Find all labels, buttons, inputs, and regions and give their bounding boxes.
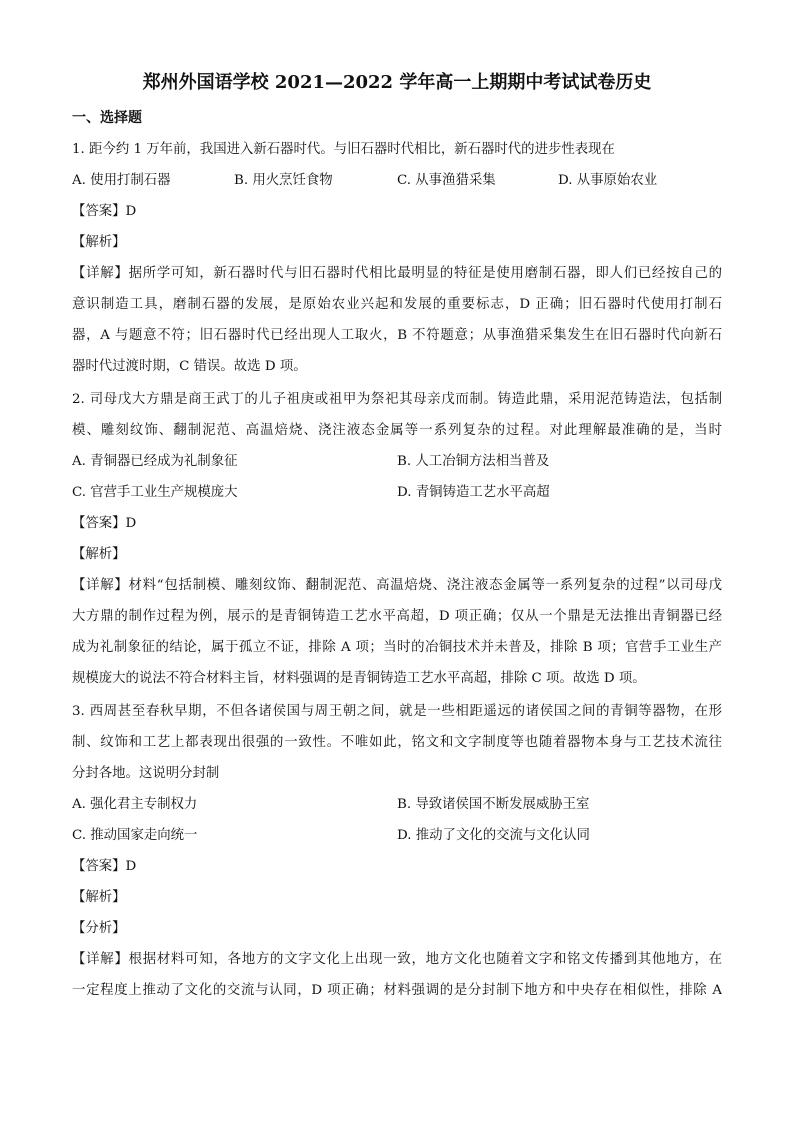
q3-answer: 【答案】D <box>72 859 137 874</box>
q2-detail-line: 【详解】材料“包括制模、雕刻纹饰、翻制泥范、高温焙烧、浇注液态金属等一系列复杂的过程”以司母戊 <box>72 578 722 593</box>
q2-option-c: C. 官营手工业生产规模庞大 <box>72 485 238 500</box>
q2-detail-line: 大方鼎的制作过程为例，展示的是青铜铸造工艺水平高超，D 项正确；仅从一个鼎是无法推出青铜器已经 <box>72 609 722 624</box>
question-3-stem: 分封各地。这说明分封制 <box>72 766 220 781</box>
q2-detail-line: 规模庞大的说法不符合材料主旨，材料强调的是青铜铸造工艺水平高超，排除 C 项。故选 D 项。 <box>72 671 646 686</box>
question-2-stem: 2. 司母戊大方鼎是商王武丁的儿子祖庚或祖甲为祭祀其母亲戊而制。铸造此鼎，采用泥范铸造法，包括制 <box>72 392 722 407</box>
q1-option-d: D. 从事原始农业 <box>558 173 658 188</box>
section-heading: 一、选择题 <box>72 110 142 126</box>
q2-answer: 【答案】D <box>72 516 137 531</box>
q1-option-c: C. 从事渔猎采集 <box>397 173 496 188</box>
q3-option-d: D. 推动了文化的交流与文化认同 <box>397 828 590 843</box>
q3-analysis-label: 【解析】 <box>72 890 126 905</box>
q3-option-a: A. 强化君主专制权力 <box>72 797 198 812</box>
q2-option-b: B. 人工冶铜方法相当普及 <box>397 454 550 469</box>
question-1-stem: 1. 距今约 1 万年前，我国进入新石器时代。与旧石器时代相比，新石器时代的进步性表现在 <box>72 142 615 157</box>
q1-analysis-label: 【解析】 <box>72 235 126 250</box>
q3-option-b: B. 导致诸侯国不断发展威胁王室 <box>397 797 590 812</box>
q1-answer: 【答案】D <box>72 204 137 219</box>
q1-option-b: B. 用火烹饪食物 <box>234 173 333 188</box>
question-2-stem: 模、雕刻纹饰、翻制泥范、高温焙烧、浇注液态金属等一系列复杂的过程。对此理解最准确的是，当时 <box>72 423 722 438</box>
q2-option-d: D. 青铜铸造工艺水平高超 <box>397 485 550 500</box>
q3-detail-line: 一定程度上推动了文化的交流与认同，D 项正确；材料强调的是分封制下地方和中央存在相似性，排除 A <box>72 983 722 998</box>
page-title: 郑州外国语学校 2021—2022 学年高一上期期中考试试卷历史 <box>142 72 652 93</box>
q1-detail-line: 器，A 与题意不符；旧石器时代已经出现人工取火，B 不符题意；从事渔猎采集发生在旧石器时代向新石 <box>72 328 722 343</box>
q1-detail-line: 意识制造工具，磨制石器的发展，是原始农业兴起和发展的重要标志，D 正确；旧石器时代使用打制石 <box>72 297 722 312</box>
q1-detail-line: 器时代过渡时期，C 错误。故选 D 项。 <box>72 359 307 374</box>
q1-option-a: A. 使用打制石器 <box>72 173 171 188</box>
q1-detail-line: 【详解】据所学可知，新石器时代与旧石器时代相比最明显的特征是使用磨制石器，即人们已经按自己的 <box>72 266 722 281</box>
q2-analysis-label: 【解析】 <box>72 547 126 562</box>
question-3-stem: 3. 西周甚至春秋早期，不但各诸侯国与周王朝之间，就是一些相距遥远的诸侯国之间的青铜等器物，在形 <box>72 704 722 719</box>
q3-option-c: C. 推动国家走向统一 <box>72 828 198 843</box>
q3-analysis-sub-label: 【分析】 <box>72 921 126 936</box>
q2-detail-line: 成为礼制象征的结论，属于孤立不证，排除 A 项；当时的冶铜技术并未普及，排除 B 项；官营手工业生产 <box>72 640 722 655</box>
q3-detail-line: 【详解】根据材料可知，各地方的文字文化上出现一致，地方文化也随着文字和铭文传播到其他地方，在 <box>72 952 722 967</box>
q2-option-a: A. 青铜器已经成为礼制象征 <box>72 454 238 469</box>
question-3-stem: 制、纹饰和工艺上都表现出很强的一致性。不唯如此，铭文和文字制度等也随着器物本身与工艺技术流往 <box>72 735 722 750</box>
